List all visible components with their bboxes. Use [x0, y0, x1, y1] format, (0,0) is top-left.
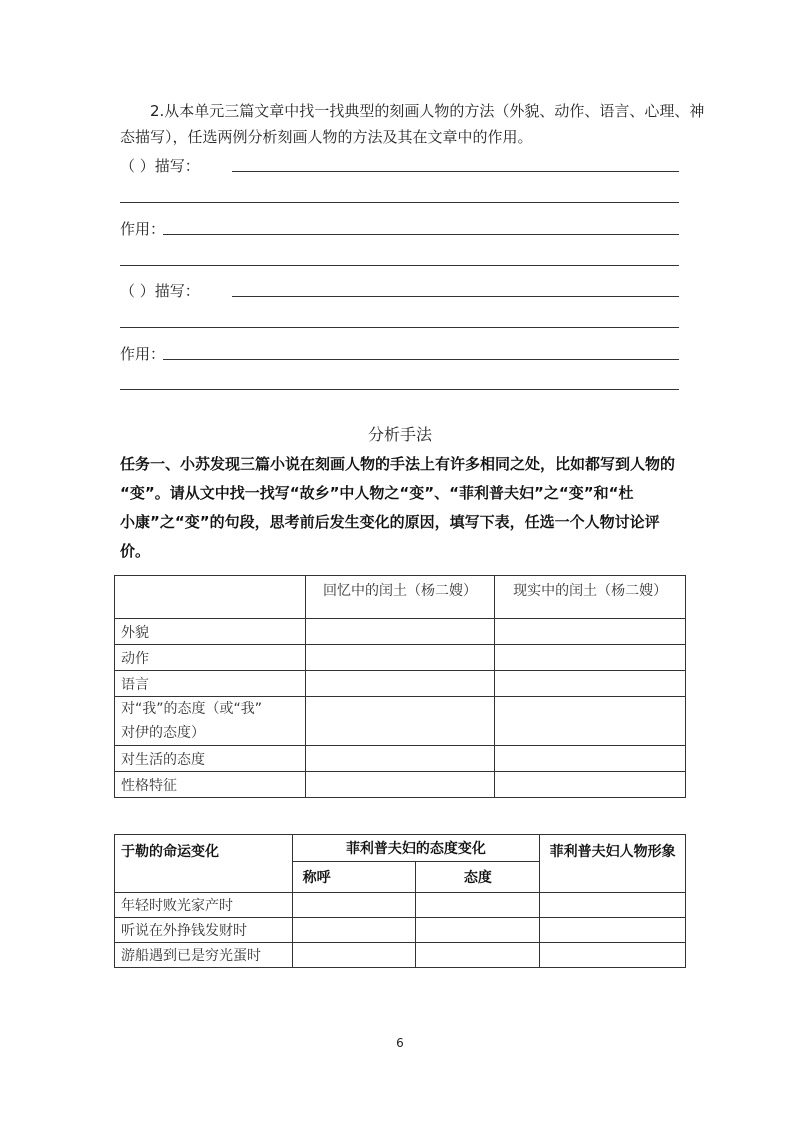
table-row — [115, 619, 686, 645]
task-line-1: 任务一、小苏发现三篇小说在刻画人物的手法上有许多相同之处，比如都写到人物的 — [120, 455, 676, 473]
table-header-memory: 回忆中的闰土（杨二嫂） — [305, 576, 495, 619]
table-cell[interactable] — [540, 943, 686, 968]
table-row — [115, 893, 686, 918]
table-cell[interactable] — [495, 697, 686, 746]
table-cell[interactable] — [305, 619, 495, 645]
row-label: 听说在外挣钱发财时 — [115, 918, 293, 943]
table-cell[interactable] — [305, 671, 495, 697]
table-cell[interactable] — [292, 893, 416, 918]
subheader-attitude: 态度 — [416, 862, 540, 893]
table-cell[interactable] — [305, 645, 495, 671]
julie-fate-table — [114, 834, 686, 968]
task-line-3: 小康”之“变”的句段，思考前后发生变化的原因，填写下表，任选一个人物讨论评 — [120, 513, 660, 531]
answer-line[interactable] — [232, 171, 679, 172]
table-row — [115, 918, 686, 943]
header-fate: 于勒的命运变化 — [115, 835, 293, 893]
table-cell[interactable] — [495, 772, 686, 798]
table-cell[interactable] — [416, 943, 540, 968]
row-label: 动作 — [115, 645, 306, 671]
answer-line[interactable] — [120, 202, 679, 203]
table-cell[interactable] — [495, 671, 686, 697]
table-row — [115, 645, 686, 671]
table-cell[interactable] — [416, 893, 540, 918]
effect-label-2: 作用： — [120, 345, 166, 363]
table-cell[interactable] — [292, 918, 416, 943]
table-header-empty — [115, 576, 306, 619]
table-cell[interactable] — [416, 918, 540, 943]
describe-label-1: （ ）描写： — [120, 157, 200, 175]
page-number: 6 — [396, 1036, 404, 1050]
question-line-1: 2.从本单元三篇文章中找一找典型的刻画人物的方法（外貌、动作、语言、心理、神 — [150, 102, 705, 120]
answer-line[interactable] — [120, 265, 679, 266]
effect-label-1: 作用： — [120, 220, 166, 238]
character-change-table — [114, 575, 686, 798]
table-cell[interactable] — [495, 619, 686, 645]
row-label-line-1: 对“我”的态度（或“我” — [121, 701, 263, 717]
table-cell[interactable] — [305, 697, 495, 746]
table-header-reality: 现实中的闰土（杨二嫂） — [495, 576, 686, 619]
row-label: 外貌 — [115, 619, 306, 645]
task-line-4: 价。 — [120, 542, 151, 560]
table-row — [115, 943, 686, 968]
subheader-address: 称呼 — [292, 862, 416, 893]
row-label: 年轻时败光家产时 — [115, 893, 293, 918]
task-line-2: “变”。请从文中找一找写“故乡”中人物之“变”、“菲利普夫妇”之“变”和“杜 — [120, 484, 634, 502]
answer-line[interactable] — [120, 327, 679, 328]
answer-line[interactable] — [163, 359, 679, 360]
table-row — [115, 746, 686, 772]
answer-line[interactable] — [120, 389, 679, 390]
row-label: 性格特征 — [115, 772, 306, 798]
table-cell[interactable] — [305, 746, 495, 772]
answer-line[interactable] — [232, 296, 679, 297]
question-line-2: 态描写），任选两例分析刻画人物的方法及其在文章中的作用。 — [120, 128, 533, 146]
table-row — [115, 697, 686, 746]
row-label: 语言 — [115, 671, 306, 697]
table-cell[interactable] — [540, 918, 686, 943]
row-label: 游船遇到已是穷光蛋时 — [115, 943, 293, 968]
table-cell[interactable] — [292, 943, 416, 968]
table-cell[interactable] — [495, 645, 686, 671]
header-image: 菲利普夫妇人物形象 — [540, 835, 686, 893]
row-label — [115, 697, 306, 746]
answer-line[interactable] — [163, 234, 679, 235]
row-label-line-2: 对伊的态度） — [121, 725, 205, 741]
table-row — [115, 671, 686, 697]
table-cell[interactable] — [495, 746, 686, 772]
section-title: 分析手法 — [367, 425, 432, 444]
table-row — [115, 772, 686, 798]
describe-label-2: （ ）描写： — [120, 282, 200, 300]
table-cell[interactable] — [305, 772, 495, 798]
table-cell[interactable] — [540, 893, 686, 918]
header-attitude-change: 菲利普夫妇的态度变化 — [292, 835, 540, 862]
row-label: 对生活的态度 — [115, 746, 306, 772]
